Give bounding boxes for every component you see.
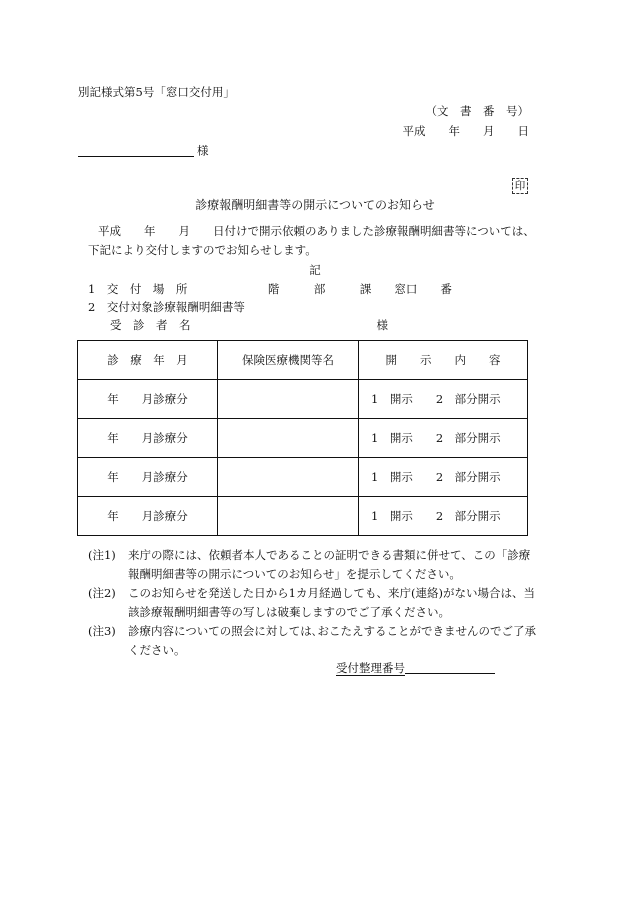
note-item [88, 584, 538, 622]
seal-stamp: 印 [512, 178, 528, 194]
table-row [78, 458, 528, 497]
note-mark: (注2) [88, 586, 116, 600]
header-institution: 保険医療機関等名 [218, 341, 359, 380]
document-title: 診療報酬明細書等の開示についてのお知らせ [195, 198, 435, 212]
row-content: 1 開示 2 部分開示 [359, 458, 528, 497]
document-number: （文 書 番 号） [425, 104, 529, 118]
row-content: 1 開示 2 部分開示 [359, 419, 528, 458]
body-line-2: 下記により交付しますのでお知らせします。 [88, 243, 317, 257]
note-mark: (注3) [88, 624, 116, 638]
issue-date: 平成 年 月 日 [402, 124, 529, 138]
addressee-blank-line [78, 144, 194, 157]
note-text: 来庁の際には、依頼者本人であることの証明できる書類に併せて、この「診療報酬明細書等の開示についてのお知らせ」を提示してください。 [128, 548, 531, 581]
note-text: 診療内容についての照会に対しては､おこたえすることができませんのでご了承ください。 [128, 624, 537, 657]
reception-number-line [405, 661, 495, 674]
patient-name-suffix: 様 [376, 318, 388, 332]
row-institution [218, 497, 359, 536]
row-month: 年 月診療分 [78, 419, 218, 458]
records-table [77, 340, 528, 536]
notes-section [88, 546, 538, 660]
body-line-1: 平成 年 月 日付けで開示依頼のありました診療報酬明細書等については、 [98, 224, 535, 238]
addressee-suffix: 様 [197, 143, 209, 158]
reception-number-label: 受付整理番号 [336, 660, 405, 675]
row-month: 年 月診療分 [78, 458, 218, 497]
patient-name-label: 受 診 者 名 [110, 318, 191, 332]
target-documents-item: 2 交付対象診療報酬明細書等 [88, 300, 245, 314]
header-month: 診 療 年 月 [78, 341, 218, 380]
note-item [88, 622, 538, 660]
table-row [78, 380, 528, 419]
row-institution [218, 419, 359, 458]
ki-heading: 記 [309, 263, 321, 277]
row-month: 年 月診療分 [78, 497, 218, 536]
row-institution [218, 380, 359, 419]
table-row [78, 419, 528, 458]
delivery-location-item: 1 交 付 場 所 階 部 課 窓口 番 [88, 282, 452, 296]
row-month: 年 月診療分 [78, 380, 218, 419]
note-mark: (注1) [88, 548, 116, 562]
note-text: このお知らせを発送した日から1カ月経過しても、来庁(連絡)がない場合は、当該診療報酬明細書等の写しは破棄しますのでご了承ください。 [128, 586, 535, 619]
table-row [78, 497, 528, 536]
addressee [78, 144, 209, 157]
row-institution [218, 458, 359, 497]
row-content: 1 開示 2 部分開示 [359, 497, 528, 536]
row-content: 1 開示 2 部分開示 [359, 380, 528, 419]
form-number: 別記様式第5号「窓口交付用」 [78, 85, 235, 99]
table-header-row [78, 341, 528, 380]
note-item [88, 546, 538, 584]
body-text [88, 222, 558, 260]
header-content: 開 示 内 容 [359, 341, 528, 380]
reception-number [336, 661, 495, 674]
patient-name-row [110, 320, 388, 332]
